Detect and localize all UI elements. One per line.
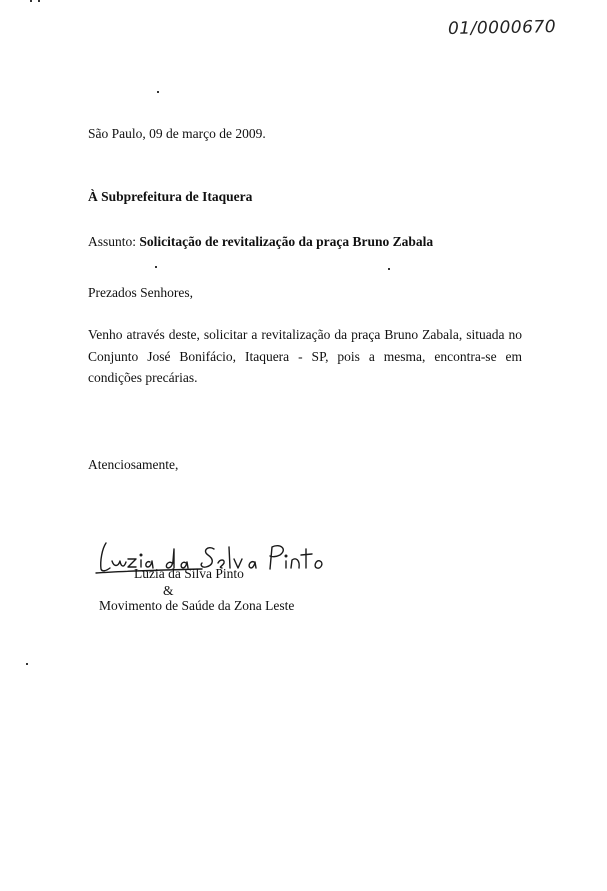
subject-label: Assunto: xyxy=(88,234,137,249)
salutation: Prezados Senhores, xyxy=(88,285,193,300)
scan-speck xyxy=(38,0,40,2)
scan-speck xyxy=(155,266,157,268)
scan-speck xyxy=(26,663,28,665)
place-date: São Paulo, 09 de março de 2009. xyxy=(88,126,266,141)
protocol-number: 01/0000670 xyxy=(447,17,557,39)
signer-name: Luzia da Silva Pinto xyxy=(134,566,244,581)
letter-body: Venho através deste, solicitar a revitalização da praça Bruno Zabala, situada no Conjunto José Bonifácio, Itaquera - SP, pois a mesma, encontra-se em condições precárias. xyxy=(88,327,522,385)
scan-speck xyxy=(157,91,159,93)
organization-name: Movimento de Saúde da Zona Leste xyxy=(99,598,295,613)
subject-text: Solicitação de revitalização da praça Bruno Zabala xyxy=(139,234,434,249)
scan-speck xyxy=(30,0,32,2)
recipient: À Subprefeitura de Itaquera xyxy=(88,189,253,204)
ampersand: & xyxy=(163,583,174,598)
scan-speck xyxy=(388,268,390,270)
subject-line xyxy=(88,234,433,250)
closing: Atenciosamente, xyxy=(88,457,179,472)
